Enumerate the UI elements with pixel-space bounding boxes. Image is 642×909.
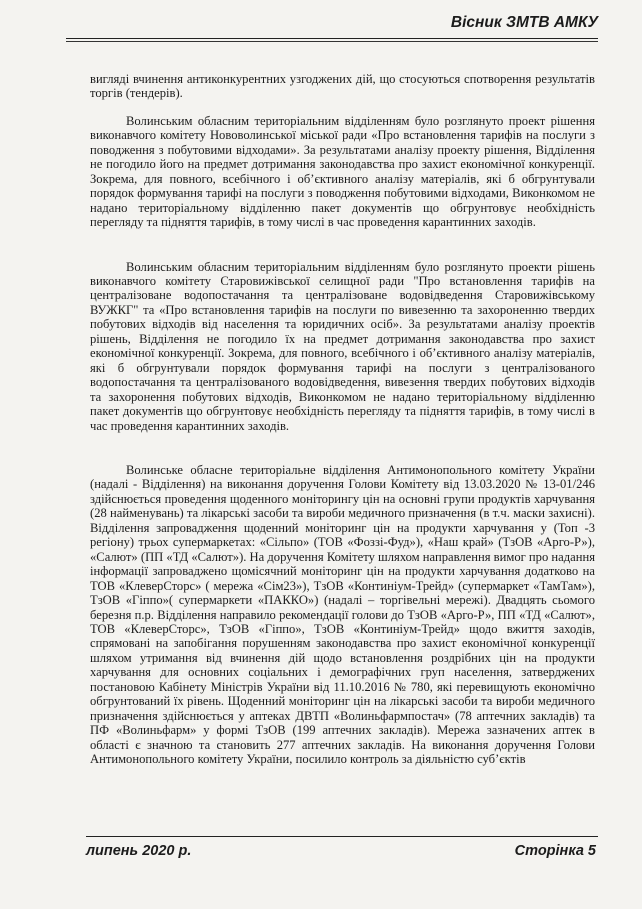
paragraph-novovolynsk: Волинським обласним територіальним відділенням було розглянуто проект рішення виконавчого комітету Нововолинської міської ради «Про встановлення тарифів на послуги з поводження з побутовими відходами». За результатами аналізу проекту рішення, Відділення не погодило його на предмет дотримання законодавства про захист економічної конкуренції. Зокрема, для повного, всебічного і об’єктивного аналізу матеріалів, які б обгрунтували порядок формування тарифі на послуги з поводження побутовими відходами, Виконкомом не надано територіальному відділенню пакет документів що обгрунтовує необхідність перегляду та підняття тарифів, в тому числі в час проведення карантинних заходів. bbox=[90, 113, 595, 230]
journal-title: Вісник ЗМТВ АМКУ bbox=[450, 14, 598, 31]
article-body bbox=[90, 72, 595, 766]
issue-date: липень 2020 р. bbox=[86, 843, 192, 859]
footer-divider bbox=[86, 836, 598, 837]
header-divider bbox=[66, 38, 598, 39]
paragraph-continuation: вигляді вчинення антиконкурентних узгоджених дій, що стосуються спотворення результатів торгів (тендерів). bbox=[90, 72, 595, 101]
paragraph-starovyzhivka: Волинським обласним територіальним відділенням було розглянуто проекти рішень виконавчого комітету Старовижівської селищної ради "Про встановлення тарифів на централізоване водопостачання та централізоване водовідведення Старовижівському ВУЖКГ" та «Про встановлення тарифів на послуги по вивезенню та захороненню твердих побутових відходів від населення та юридичних осіб». За результатами аналізу проектів рішень, Відділення не погодило їх на предмет дотримання законодавства про захист економічної конкуренції. Зокрема, для повного, всебічного і об’єктивного аналізу матеріалів, які б обгрунтували порядок формування тарифі на послуги з централізованого водопостачання та централізованого водовідведення, вивезення твердих побутових відходів та захоронення побутових відходів, Виконкомом не надано територіальному відділенню пакет документів що обгрунтовує необхідність перегляду та підняття тарифів, в тому числі в час проведення карантинних заходів. bbox=[90, 259, 595, 433]
page-number: Сторінка 5 bbox=[514, 843, 596, 859]
paragraph-price-monitoring: Волинське обласне територіальне відділення Антимонопольного комітету України (надалі - Відділення) на виконання доручення Голови Комітету від 13.03.2020 № 13-01/246 здійснюється проведення щоденного моніторингу цін на основні групи продуктів харчування (28 найменувань) та лікарські засоби та вироби медичного призначення (в т.ч. маски захисні). Відділення запровадження щоденний моніторинг цін на продукти харчування у (Топ -3 регіону) трьох супермаркетах: «Сільпо» (ТОВ «Фоззі-Фуд»), «Наш край» (ТзОВ «Арго-Р»), «Салют» (ПП «ТД «Салют»). На доручення Комітету шляхом направлення вимог про надання інформації запроваджено щомісячний моніторинг цін на продукти харчування додатково на ТОВ «КлеверСторс» ( мережа «Сім23»), ТзОВ «Континіум-Трейд» (супермаркет «ТамТам»), ТзОВ «Гіппо»( супермаркети «ПАККО») (надалі – торгівельні мережі). Двадцять сьомого березня п.р. Відділення направило рекомендації голови до ТзОВ «Арго-Р», ПП «ТД «Салют», ТОВ «КлеверСторс», ТзОВ «Гіппо», ТзОВ «Континіум-Трейд» щодо вжиття заходів, спрямовані на запобігання порушенням законодавства про захист економічної конкуренції шляхом утримання від вчинення дій щодо встановлення роздрібних цін на продукти харчування для основних соціальних і демографічних груп населення, затверджених постановою Кабінету Міністрів України від 11.10.2016 № 780, які перевищують економічно обгрунтований їх рівень. Щоденний моніторинг цін на лікарські засоби та вироби медичного призначення здійснюється у аптеках ДВТП «Волиньфармпостач» (78 аптечних закладів) та ПФ «Волиньфарм» у формі ТзОВ (199 аптечних закладів). Мережа зазначених аптек в області є значною та становить 277 аптечних закладів. На виконання доручення Голови Антимонопольного комітету України, посилило контроль за діяльністю суб’єктів bbox=[90, 462, 596, 767]
header-divider-secondary bbox=[66, 41, 598, 42]
paragraph-spacer bbox=[90, 433, 595, 463]
paragraph-spacer bbox=[90, 230, 595, 260]
